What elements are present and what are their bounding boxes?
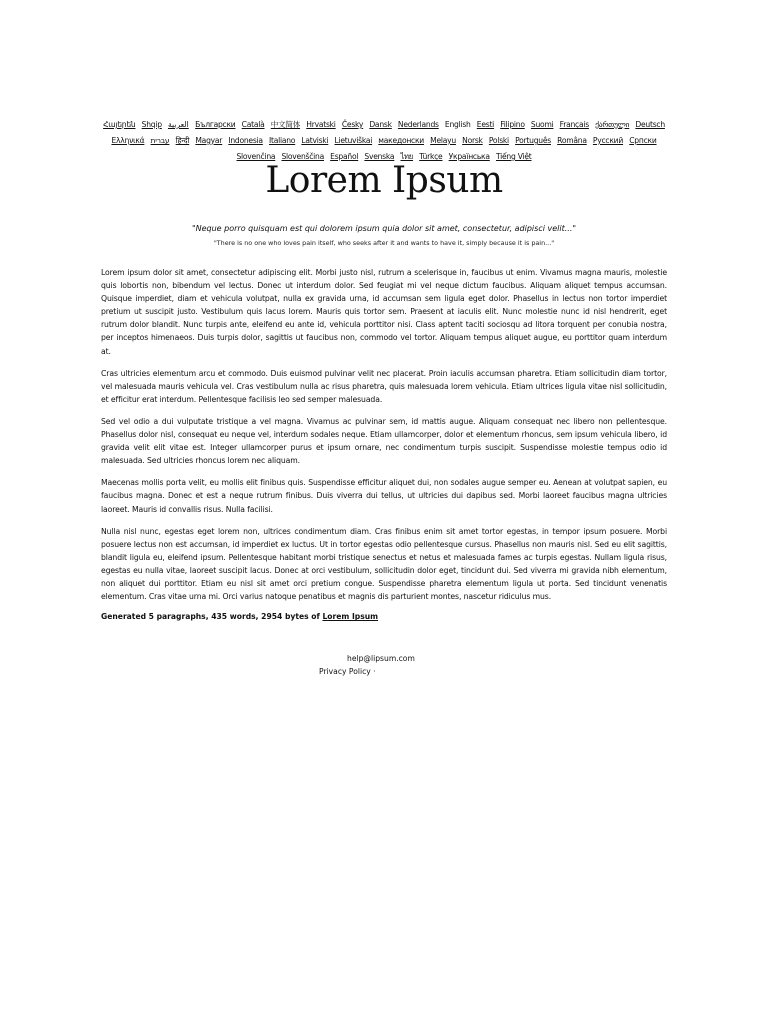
language-link[interactable]: 中文简体 (270, 120, 301, 129)
language-link: English (444, 120, 471, 129)
paragraph: Maecenas mollis porta velit, eu mollis elit finibus quis. Suspendisse efficitur aliquet dui, non sodales augue semper eu. Aenean at volutpat sapien, eu faucibus magna. Donec et est a neque rutrum finibus. Duis viverra dui tellus, ut ultricies dui dapibus sed. Morbi laoreet faucibus magna ultricies laoreet. Mauris id convallis risus. Nulla facilisi. (101, 478, 667, 514)
language-link[interactable]: Česky (341, 120, 364, 129)
language-link[interactable]: Magyar (195, 136, 223, 145)
language-link[interactable]: Nederlands (397, 120, 439, 129)
privacy-policy-link[interactable]: Privacy Policy · (319, 667, 376, 676)
language-link[interactable]: Shqip (141, 120, 162, 129)
language-link[interactable]: Filipino (500, 120, 525, 129)
paragraph: Cras ultricies elementum arcu et commodo. Duis euismod pulvinar velit nec placerat. Proin iaculis accumsan pharetra. Etiam sollicitudin diam tortor, vel malesuada mauris vehicula vel. Cras vestibulum nulla ac risus pharetra, quis malesuada lorem vehicula. Etiam ultrices ligula vitae nisl sollicitudin, et efficitur erat interdum. Pellentesque facilisis leo sed semper malesuada. (101, 368, 667, 404)
language-link[interactable]: हिन्दी (175, 136, 190, 145)
language-link[interactable]: ქართული (595, 120, 630, 129)
language-link[interactable]: Italiano (269, 136, 296, 145)
language-link[interactable]: Polski (488, 136, 509, 145)
language-link[interactable]: Հայերեն (103, 120, 136, 129)
language-link[interactable]: Français (559, 120, 589, 129)
language-link[interactable]: Slovenščina (281, 152, 324, 161)
generation-summary (101, 612, 667, 621)
language-link[interactable]: Melayu (430, 136, 456, 145)
language-link[interactable]: Pyccкий (592, 136, 624, 145)
language-link[interactable]: العربية (167, 120, 189, 129)
lorem-ipsum-link[interactable]: Lorem Ipsum (322, 612, 379, 622)
language-link[interactable]: Português (515, 136, 551, 145)
language-link[interactable]: Türkçe (419, 152, 443, 161)
language-link[interactable]: Indonesia (228, 136, 263, 145)
language-link[interactable]: Tiếng Việt (495, 152, 532, 161)
paragraph: Nulla nisl nunc, egestas eget lorem non, ultrices condimentum diam. Cras finibus enim sit amet tortor egestas, in tempor ipsum posuere. Morbi posuere lectus non est accumsan, id imperdiet ex luctus. Ut in tortor egestas odio pellentesque cursus. Phasellus non mauris nisl. Sed eu elit sagittis, blandit ligula eu, eleifend ipsum. Pellentesque habitant morbi tristique senectus et netus et malesuada fames ac turpis egestas. Nullam ligula risus, egestas eu nulla vitae, laoreet suscipit lacus. Donec at orci vestibulum, sollicitudin dolor eget, tincidunt dui. Sed viverra mi gravida nibh elementum, non aliquet dui porttitor. Etiam eu nisl sit amet orci pretium congue. Suspendisse pharetra elementum ligula ut porta. Sed tincidunt venenatis elementum. Cras vitae urna mi. Orci varius natoque penatibus et magnis dis parturient montes, nascetur ridiculus mus. (101, 526, 667, 602)
lorem-content (101, 266, 667, 621)
page-title: Lorem Ipsum (265, 160, 503, 201)
language-link[interactable]: Српски (629, 136, 657, 145)
language-link[interactable]: Slovenčina (236, 152, 276, 161)
language-link[interactable]: Suomi (530, 120, 554, 129)
language-link[interactable]: Български (195, 120, 236, 129)
language-link[interactable]: Українська (448, 152, 490, 161)
language-link[interactable]: ไทย (400, 152, 414, 161)
language-link[interactable]: Norsk (462, 136, 483, 145)
paragraph: Lorem ipsum dolor sit amet, consectetur adipiscing elit. Morbi justo nisl, rutrum a scelerisque in, faucibus ut enim. Vivamus magna mauris, molestie quis lobortis non, bibendum vel lectus. Donec ut interdum dolor. Sed feugiat mi vel neque dictum faucibus. Aliquam aliquet tempus accumsan. Quisque imperdiet, diam et vehicula volutpat, nulla ex gravida urna, id accumsan sem ligula eget dolor. Phasellus in lectus non tortor imperdiet pretium ut suscipit justo. Vestibulum quis lacus lorem. Mauris quis tortor sem. Praesent at iaculis elit. Nunc molestie nunc id nisl hendrerit, eget rutrum dolor blandit. Nunc turpis ante, eleifend eu ante id, vehicula porttitor nisi. Class aptent taciti sociosqu ad litora torquent per conubia nostra, per inceptos himenaeos. Duis turpis dolor, sagittis ut faucibus non, commodo vel tortor. Aliquam tempus aliquet augue, eu porttitor quam interdum at. (101, 268, 667, 356)
language-link[interactable]: עברית (150, 136, 170, 145)
language-link[interactable]: Eesti (476, 120, 495, 129)
paragraph: Sed vel odio a dui vulputate tristique a vel magna. Vivamus ac pulvinar sem, id mattis augue. Aliquam consequat nec libero non pellentesque. Phasellus dolor nisl, consequat eu neque vel, interdum sodales neque. Etiam ullamcorper, dolor et elementum rhoncus, sem ipsum vehicula libero, id gravida velit elit vitae est. Integer ullamcorper purus et ipsum ornare, nec condimentum turpis suscipit. Suspendisse molestie tempus odio id malesuada. Sed ultricies rhoncus lorem nec aliquam. (101, 416, 667, 466)
language-link[interactable]: Ελληνικά (111, 136, 145, 145)
generation-summary-text: Generated 5 paragraphs, 435 words, 2954 bytes of (101, 612, 323, 622)
language-link[interactable]: Româna (557, 136, 587, 145)
language-link[interactable]: Lietuviškai (334, 136, 373, 145)
language-link[interactable]: Español (330, 152, 359, 161)
language-link[interactable]: Dansk (369, 120, 392, 129)
english-quote: "There is no one who loves pain itself, who seeks after it and wants to have it, simply because it is pain..." (213, 239, 555, 247)
language-link[interactable]: Deutsch (635, 120, 665, 129)
language-link[interactable]: Hrvatski (306, 120, 336, 129)
language-link[interactable]: македонски (378, 136, 424, 145)
language-link[interactable]: Català (241, 120, 265, 129)
email-link[interactable]: help@lipsum.com (347, 654, 415, 663)
language-link[interactable]: Latviski (301, 136, 329, 145)
language-link[interactable]: Svenska (364, 152, 395, 161)
language-list (95, 117, 673, 165)
latin-quote: "Neque porro quisquam est qui dolorem ipsum quia dolor sit amet, consectetur, adipisci velit..." (191, 224, 577, 233)
